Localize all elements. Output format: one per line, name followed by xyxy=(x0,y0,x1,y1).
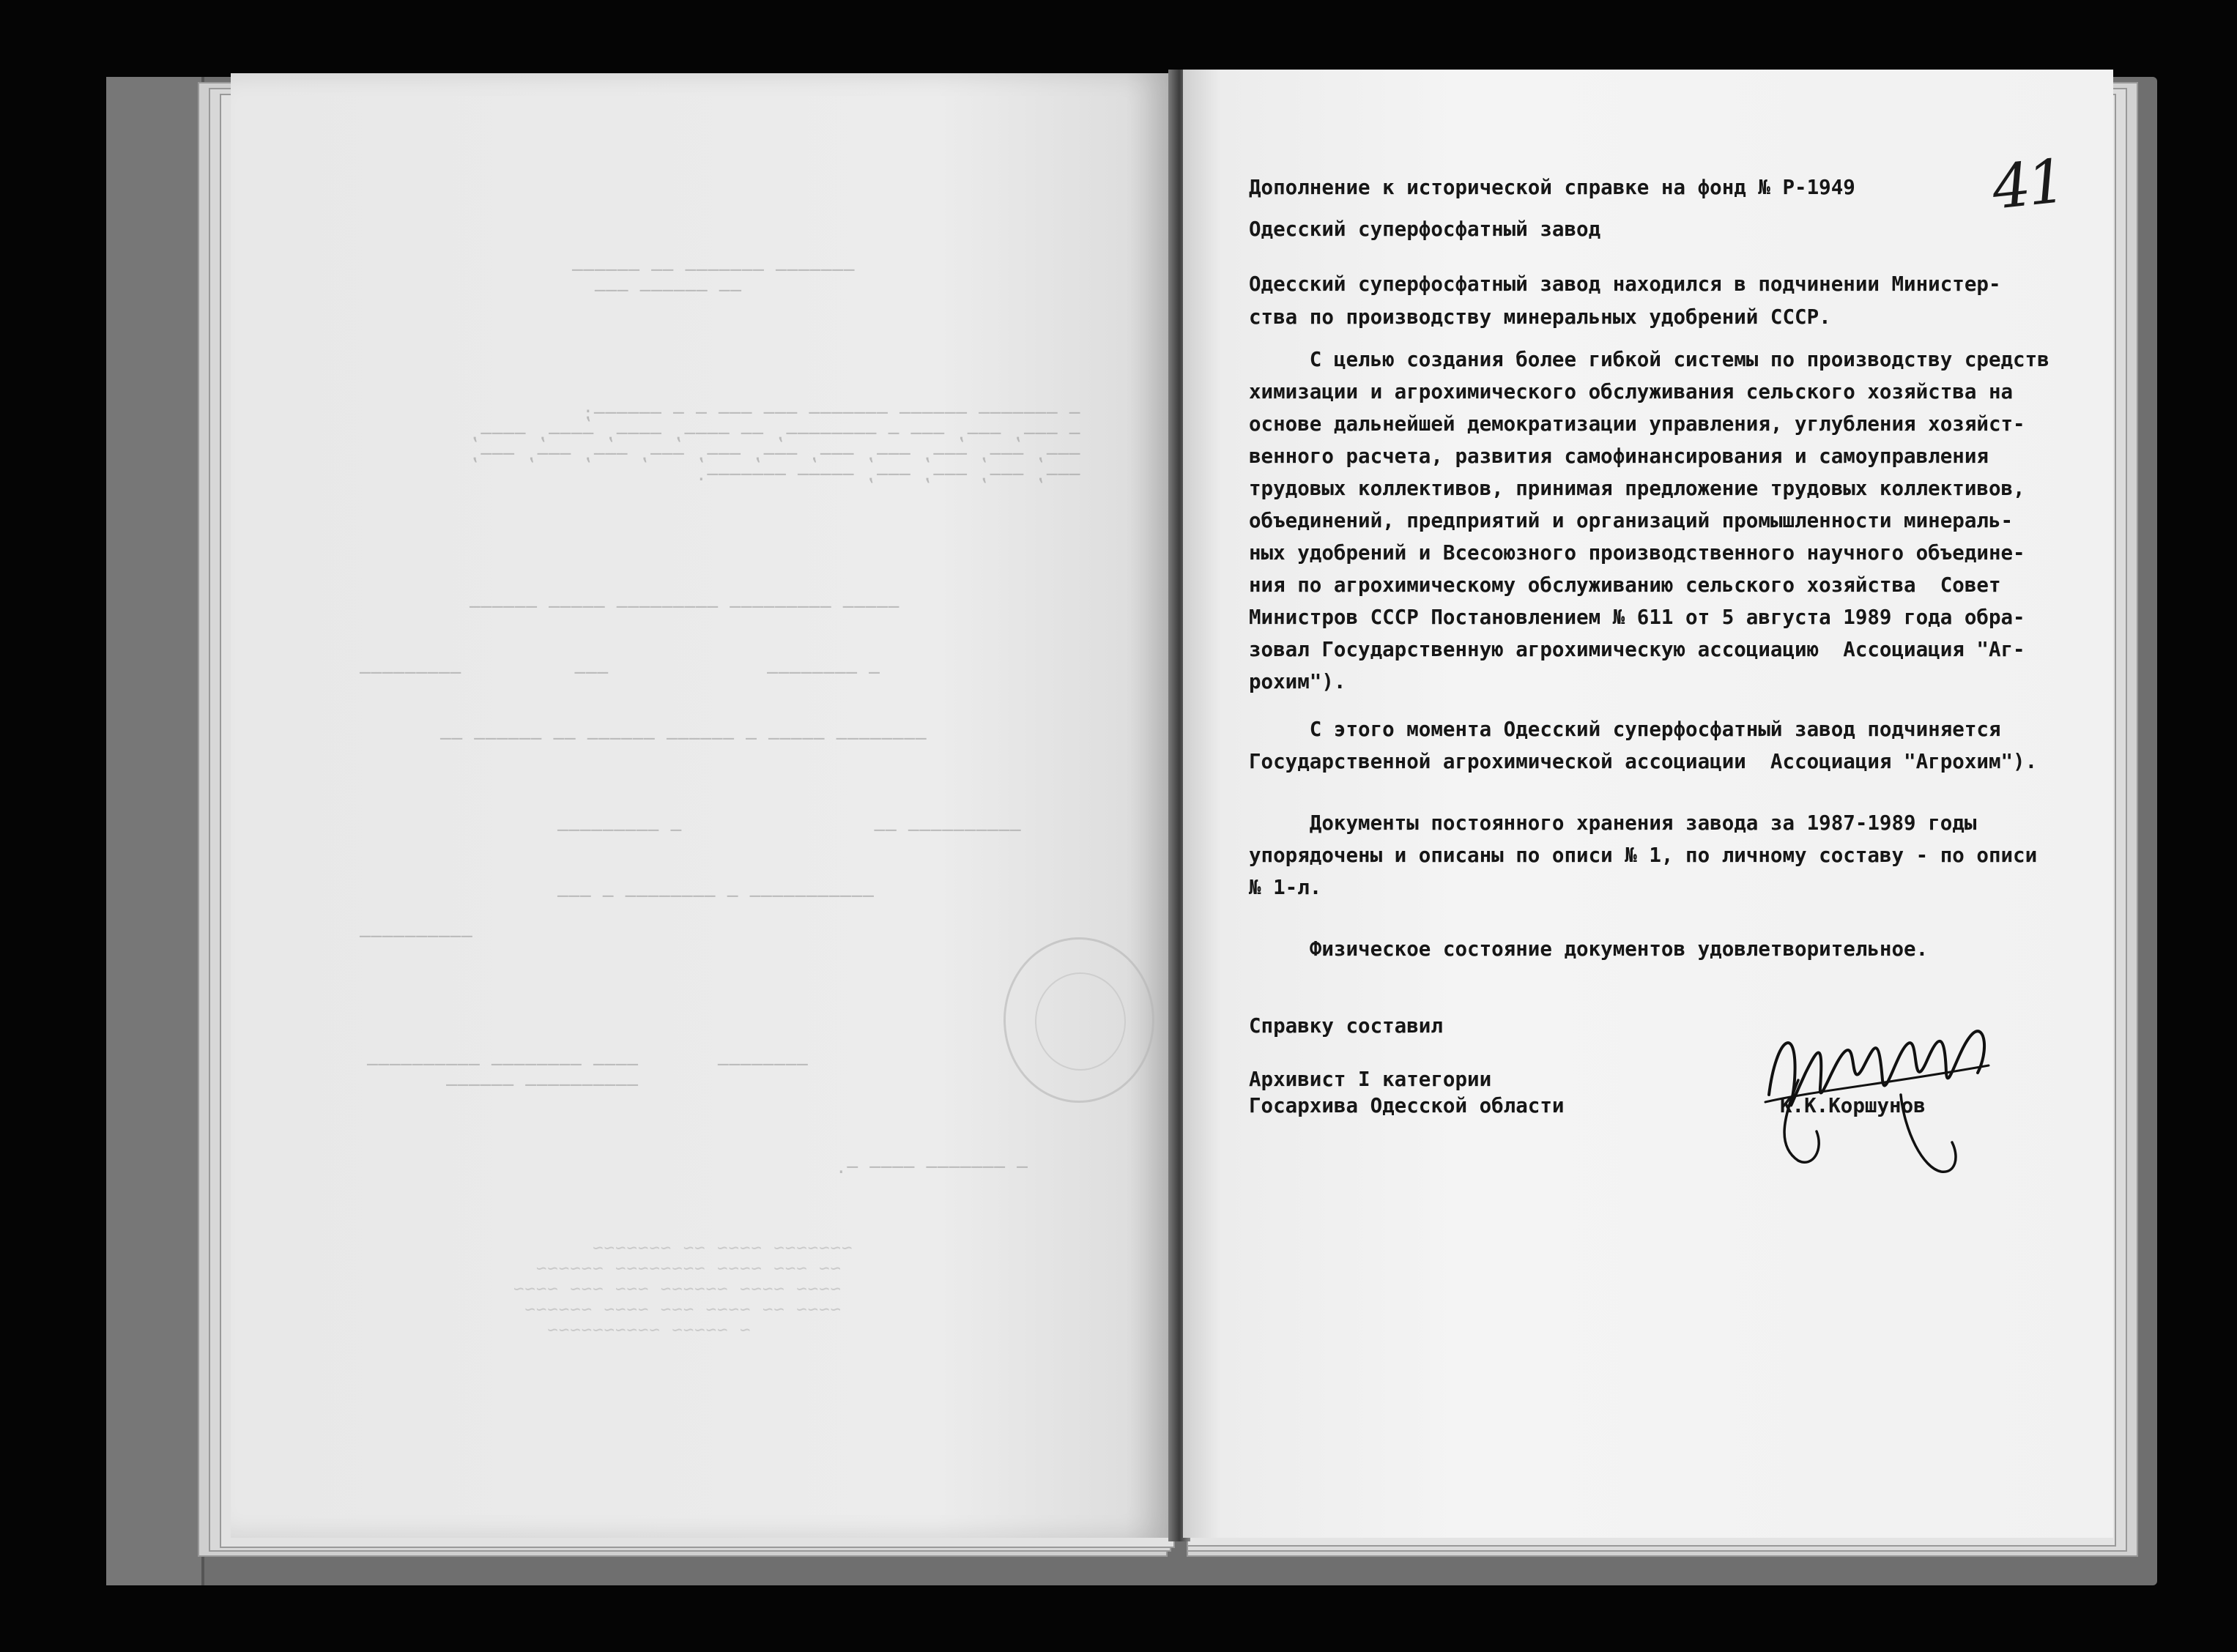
paragraph-line: Документы постоянного хранения завода за 1987-1989 годы xyxy=(1249,811,1977,835)
bleed-through-text: ─────────── ─ ──────── ─ ─── xyxy=(557,886,874,907)
author-name: К.К.Коршунов xyxy=(1780,1094,1926,1117)
bleed-through-text: ──────── ───── ─ ────── ────── ── ────── ── xyxy=(439,729,927,749)
author-position: Архивист I категории xyxy=(1249,1068,1492,1091)
paragraph-line: С целью создания более гибкой системы по производству средств xyxy=(1249,348,2049,371)
paragraph-line: основе дальнейшей демократизации управления, углубления хозяйст- xyxy=(1249,412,2025,436)
bleed-through-text: ─ ─────── ────── ─────── ─── ─── ─ ─ ──────; ─ ───, ───, ─── ─ ────────, ── ────, ────, ────, ────, ───, ───, ───, ───, ───, ───, ───, ───, ───, ───, ───, ───, ───, ───, ───, ───── ───────. xyxy=(469,403,1080,485)
paragraph-line: Государственной агрохимической ассоциации Ассоциация "Агрохим"). xyxy=(1249,750,2038,773)
paragraph-line: № 1-л. xyxy=(1249,876,1322,899)
paragraph-line: рохим"). xyxy=(1249,670,1346,693)
bleed-through-text: ─ ─────── ──── ─. xyxy=(835,1157,1028,1177)
folio-number: 41 xyxy=(1989,146,2067,223)
bleed-through-text: ───── ───────── ───────── ───── ────── xyxy=(469,597,899,617)
paragraph-line: Физическое состояние документов удовлетворительное. xyxy=(1249,937,1929,961)
paragraph-line: ства по производству минеральных удобрений СССР. xyxy=(1249,305,1831,329)
compiled-by-label: Справку составил xyxy=(1249,1014,1443,1038)
author-organization: Госархива Одесской области xyxy=(1249,1094,1565,1117)
paragraph-line: объединений, предприятий и организаций промышленности минераль- xyxy=(1249,509,2014,532)
document-subheading: Одесский суперфосфатный завод xyxy=(1249,217,1601,241)
paragraph-line: зовал Государственную агрохимическую ассоциацию Ассоциация "Аг- xyxy=(1249,638,2025,661)
bleed-through-text: ────────── ── ─ ───────── xyxy=(557,820,1021,841)
paragraph-line: С этого момента Одесский суперфосфатный завод подчиняется xyxy=(1249,718,2001,741)
paragraph-line: Одесский суперфосфатный завод находился в подчинении Министер- xyxy=(1249,272,2001,296)
paragraph-line: Министров СССР Постановлением № 611 от 5 августа 1989 года обра- xyxy=(1249,606,2025,629)
paragraph-line: ния по агрохимическому обслуживанию сельского хозяйства Совет xyxy=(1249,573,2001,597)
paragraph-line: упорядочены и описаны по описи № 1, по личному составу - по описи xyxy=(1249,844,2038,867)
bleed-through-text: ─ ──────── ─── ───────── xyxy=(359,663,880,683)
paragraph-line: венного расчета, развития самофинансирования и самоуправления xyxy=(1249,444,1989,468)
bleed-through-stamp xyxy=(1004,937,1154,1103)
paragraph-line: химизации и агрохимического обслуживания сельского хозяйства на xyxy=(1249,380,2014,403)
bleed-through-text: ──────── ──── ──────── ────────── ────────── ────── xyxy=(366,1054,808,1095)
cover-edge xyxy=(106,77,204,1585)
paragraph-line: ных удобрений и Всесоюзного производственного научного объедине- xyxy=(1249,541,2025,565)
bleed-through-handwriting: ~~~~~~~ ~~~~ ~~ ~~~~~~~ ~~ ~~~ ~~~~ ~~~~~~~~ ~~~~~~ ~~~~ ~~~~ ~~~~~~ ~~~ ~~~ ~~~~ ~~~~ ~~ ~~~~ ~~~ ~~~~ ~~~~~~ ~ ~~~~~ ~~~~~~~~~~ xyxy=(513,1238,853,1340)
bleed-through-text: ─────── ─────── ── ────── ── ────── ─── xyxy=(571,260,855,301)
document-heading: Дополнение к исторической справке на фонд № Р-1949 xyxy=(1249,176,1855,199)
paragraph-line: трудовых коллективов, принимая предложение трудовых коллективов, xyxy=(1249,477,2025,500)
handwritten-signature xyxy=(1754,992,2018,1183)
bleed-through-text: ────────── xyxy=(359,926,472,947)
